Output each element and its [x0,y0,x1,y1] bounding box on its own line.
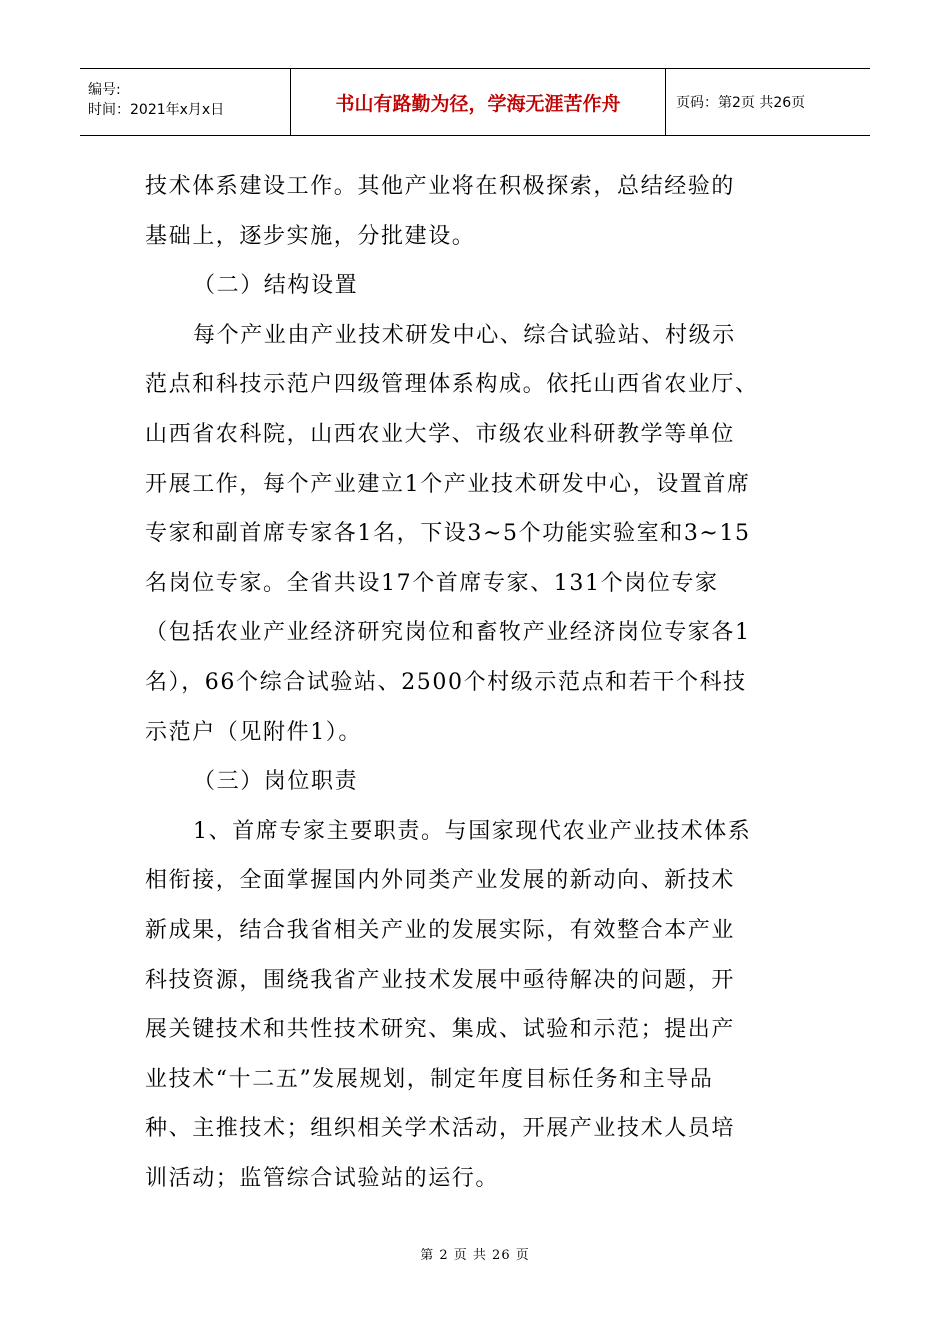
body-line: 相衔接，全面掌握国内外同类产业发展的新动向、新技术 [145,868,736,894]
page-header [80,68,870,136]
body-line: 1、首席专家主要职责。与国家现代农业产业技术体系 [193,818,752,844]
header-page-info: 页码：第2页 共26页 [676,95,806,111]
body-line: 新成果，结合我省相关产业的发展实际，有效整合本产业 [145,917,736,943]
page-footer: 第 2 页 共 26 页 [420,1248,530,1263]
header-page-cell [666,69,870,135]
body-line: 技术体系建设工作。其他产业将在积极探索，总结经验的 [145,174,736,199]
section-heading-duties: （三）岗位职责 [193,769,359,795]
body-line: 示范户（见附件1）。 [145,719,362,745]
body-line: 展关键技术和共性技术研究、集成、试验和示范；提出产 [145,1017,736,1043]
body-line: 山西省农科院，山西农业大学、市级农业科研教学等单位 [145,421,736,447]
body-line: 每个产业由产业技术研发中心、综合试验站、村级示 [193,322,736,348]
body-line: 科技资源，围绕我省产业技术发展中亟待解决的问题，开 [145,967,736,993]
body-line: 基础上，逐步实施，分批建设。 [145,223,476,249]
body-line: 名岗位专家。全省共设17个首席专家、131个岗位专家 [145,570,719,596]
body-line: 种、主推技术；组织相关学术活动，开展产业技术人员培 [145,1116,736,1142]
body-line: 业技术“十二五”发展规划，制定年度目标任务和主导品 [145,1066,714,1092]
body-line: 训活动；监管综合试验站的运行。 [145,1165,500,1191]
header-meta [80,69,291,135]
header-motto: 书山有路勤为径，学海无涯苦作舟 [335,92,621,115]
body-line: 专家和副首席专家各1名，下设3~5个功能实验室和3~15 [145,521,751,547]
header-motto-cell [291,69,666,135]
document-body [145,162,810,1203]
document-time-label: 时间：2021年x月x日 [88,102,225,118]
document-number-label: 编号: [88,82,121,98]
section-heading-structure: （二）结构设置 [193,273,359,299]
body-line: （包括农业产业经济研究岗位和畜牧产业经济岗位专家各1 [145,620,751,646]
body-line: 开展工作，每个产业建立1个产业技术研发中心，设置首席 [145,471,751,497]
body-line: 名），66个综合试验站、2500个村级示范点和若干个科技 [145,669,747,695]
body-line: 范点和科技示范户四级管理体系构成。依托山西省农业厅、 [145,372,759,398]
